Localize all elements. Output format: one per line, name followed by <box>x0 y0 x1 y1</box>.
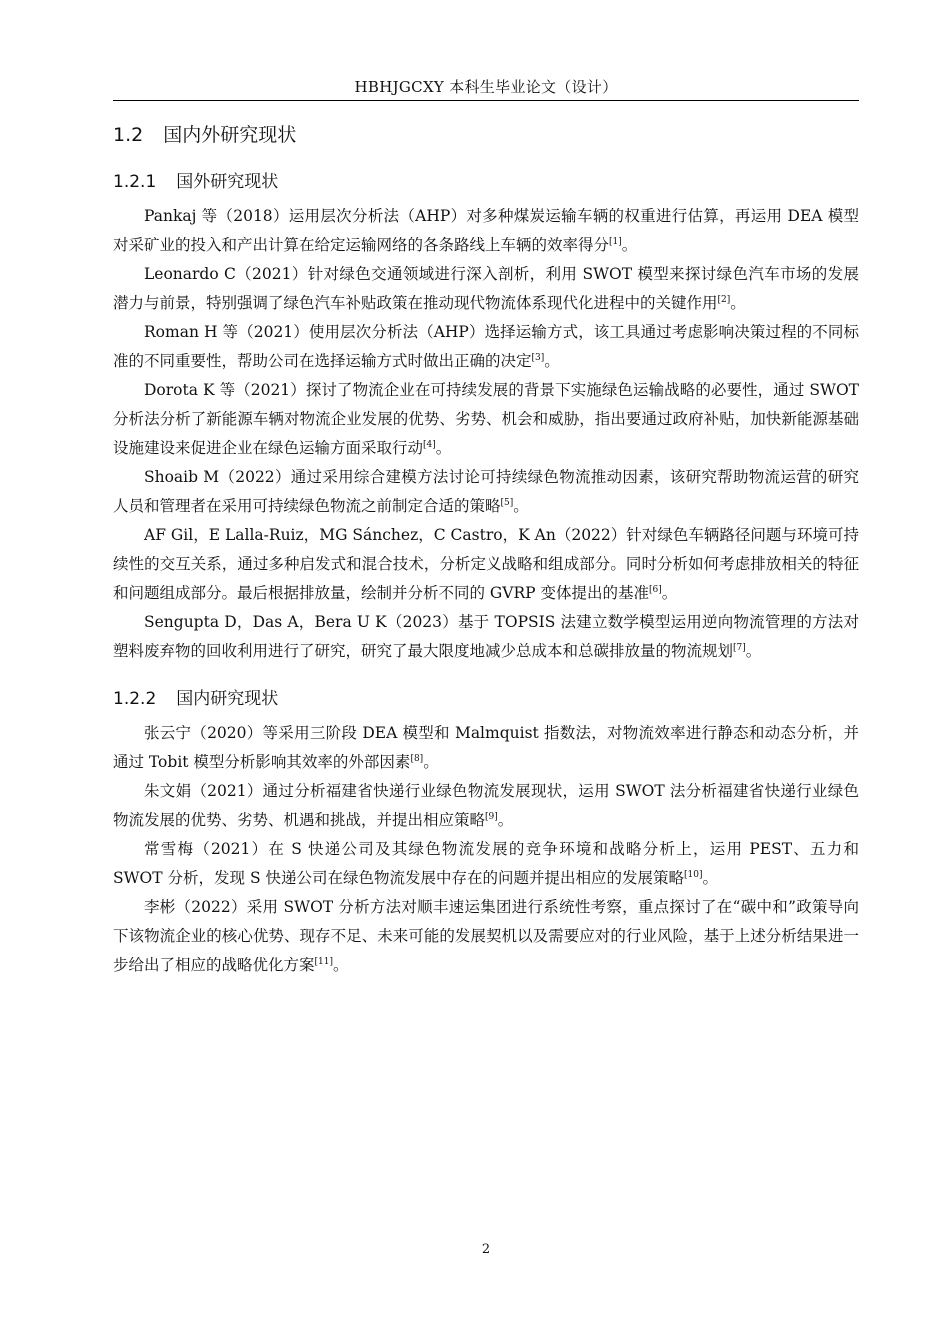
citation-ref: [7] <box>733 642 746 653</box>
paragraph-end: 。 <box>702 869 718 887</box>
subsection-number: 1.2.1 <box>113 172 157 192</box>
subsection-heading-foreign <box>113 167 859 192</box>
paragraph-text: Roman H 等（2021）使用层次分析法（AHP）选择运输方式，该工具通过考虑影响决策过程的不同标准的不同重要性，帮助公司在选择运输方式时做出正确的决定 <box>113 323 859 370</box>
subsection-number: 1.2.2 <box>113 689 157 709</box>
paragraph-end: 。 <box>333 956 349 974</box>
citation-ref: [1] <box>609 236 622 247</box>
paragraph-end: 。 <box>621 236 638 254</box>
paragraph-end: 。 <box>423 753 439 771</box>
paragraph-end: 。 <box>435 439 452 457</box>
citation-ref: [4] <box>423 439 436 450</box>
running-header: HBHJGCXY 本科生毕业论文（设计） <box>354 78 618 96</box>
section-number: 1.2 <box>113 124 144 146</box>
paragraph-text: 李彬（2022）采用 SWOT 分析方法对顺丰速运集团进行系统性考察，重点探讨了在“碳中和”政策导向下该物流企业的核心优势、现存不足、未来可能的发展契机以及需要应对的行业风险，基于上述分析结果进一步给出了相应的战略优化方案 <box>113 898 859 974</box>
paragraph-text: AF Gil，E Lalla-Ruiz，MG Sánchez，C Castro，K An（2022）针对绿色车辆路径问题与环境可持续性的交互关系，通过多种启发式和混合技术，分析定义战略和组成部分。同时分析如何考虑排放相关的特征和问题组成部分。最后根据排放量，绘制并分析不同的 GVRP 变体提出的基准 <box>113 526 859 602</box>
paragraph-text: Dorota K 等（2021）探讨了物流企业在可持续发展的背景下实施绿色运输战略的必要性，通过 SWOT 分析法分析了新能源车辆对物流企业发展的优势、劣势、机会和威胁，指出要通过政府补贴，加快新能源基础设施建设来促进企业在绿色运输方面采取行动 <box>113 381 859 457</box>
paragraph-end: 。 <box>745 642 762 660</box>
paragraph <box>113 463 859 521</box>
paragraph <box>113 835 859 893</box>
paragraph-text: Leonardo C（2021）针对绿色交通领域进行深入剖析，利用 SWOT 模型来探讨绿色汽车市场的发展潜力与前景，特别强调了绿色汽车补贴政策在推动现代物流体系现代化进程中的关键作用 <box>113 265 859 312</box>
citation-ref: [10] <box>684 869 703 880</box>
citation-ref: [8] <box>410 753 424 764</box>
paragraph <box>113 202 859 260</box>
page-number: 2 <box>481 1242 491 1257</box>
header-rule <box>113 100 859 101</box>
paragraph-end: 。 <box>497 811 514 829</box>
page-content <box>113 114 859 980</box>
citation-ref: [11] <box>314 956 333 967</box>
paragraph <box>113 893 859 980</box>
spacer <box>113 666 859 670</box>
paragraph <box>113 777 859 835</box>
paragraph <box>113 719 859 777</box>
citation-ref: [5] <box>500 497 514 508</box>
paragraph-text: 张云宁（2020）等采用三阶段 DEA 模型和 Malmquist 指数法，对物流效率进行静态和动态分析，并通过 Tobit 模型分析影响其效率的外部因素 <box>113 724 859 771</box>
paragraph <box>113 608 859 666</box>
citation-ref: [9] <box>485 811 498 822</box>
citation-ref: [2] <box>717 294 731 305</box>
paragraph-text: 常雪梅（2021）在 S 快递公司及其绿色物流发展的竞争环境和战略分析上，运用 PEST、五力和 SWOT 分析，发现 S 快递公司在绿色物流发展中存在的问题并提出相应的发展策略 <box>113 840 859 887</box>
paragraph-end: 。 <box>730 294 746 312</box>
citation-ref: [3] <box>531 352 545 363</box>
section-heading <box>113 120 859 147</box>
paragraph-end: 。 <box>513 497 529 515</box>
paragraph-end: 。 <box>661 584 678 602</box>
paragraph <box>113 376 859 463</box>
paragraph <box>113 521 859 608</box>
subsection-title: 国内研究现状 <box>176 689 279 709</box>
paragraph <box>113 318 859 376</box>
subsection-heading-domestic <box>113 684 859 709</box>
paragraph-text: Shoaib M（2022）通过采用综合建模方法讨论可持续绿色物流推动因素，该研究帮助物流运营的研究人员和管理者在采用可持续绿色物流之前制定合适的策略 <box>113 468 859 515</box>
subsection-title: 国外研究现状 <box>176 172 279 192</box>
paragraph <box>113 260 859 318</box>
citation-ref: [6] <box>649 584 662 595</box>
paragraph-end: 。 <box>544 352 560 370</box>
paragraph-text: 朱文娟（2021）通过分析福建省快递行业绿色物流发展现状，运用 SWOT 法分析福建省快递行业绿色物流发展的优势、劣势、机遇和挑战，并提出相应策略 <box>113 782 859 829</box>
paragraph-text: Sengupta D，Das A，Bera U K（2023）基于 TOPSIS 法建立数学模型运用逆向物流管理的方法对塑料废弃物的回收利用进行了研究，研究了最大限度地减少总成本和总碳排放量的物流规划 <box>113 613 859 660</box>
paragraph-text: Pankaj 等（2018）运用层次分析法（AHP）对多种煤炭运输车辆的权重进行估算，再运用 DEA 模型对采矿业的投入和产出计算在给定运输网络的各条路线上车辆的效率得分 <box>113 207 859 254</box>
section-title: 国内外研究现状 <box>163 124 297 146</box>
